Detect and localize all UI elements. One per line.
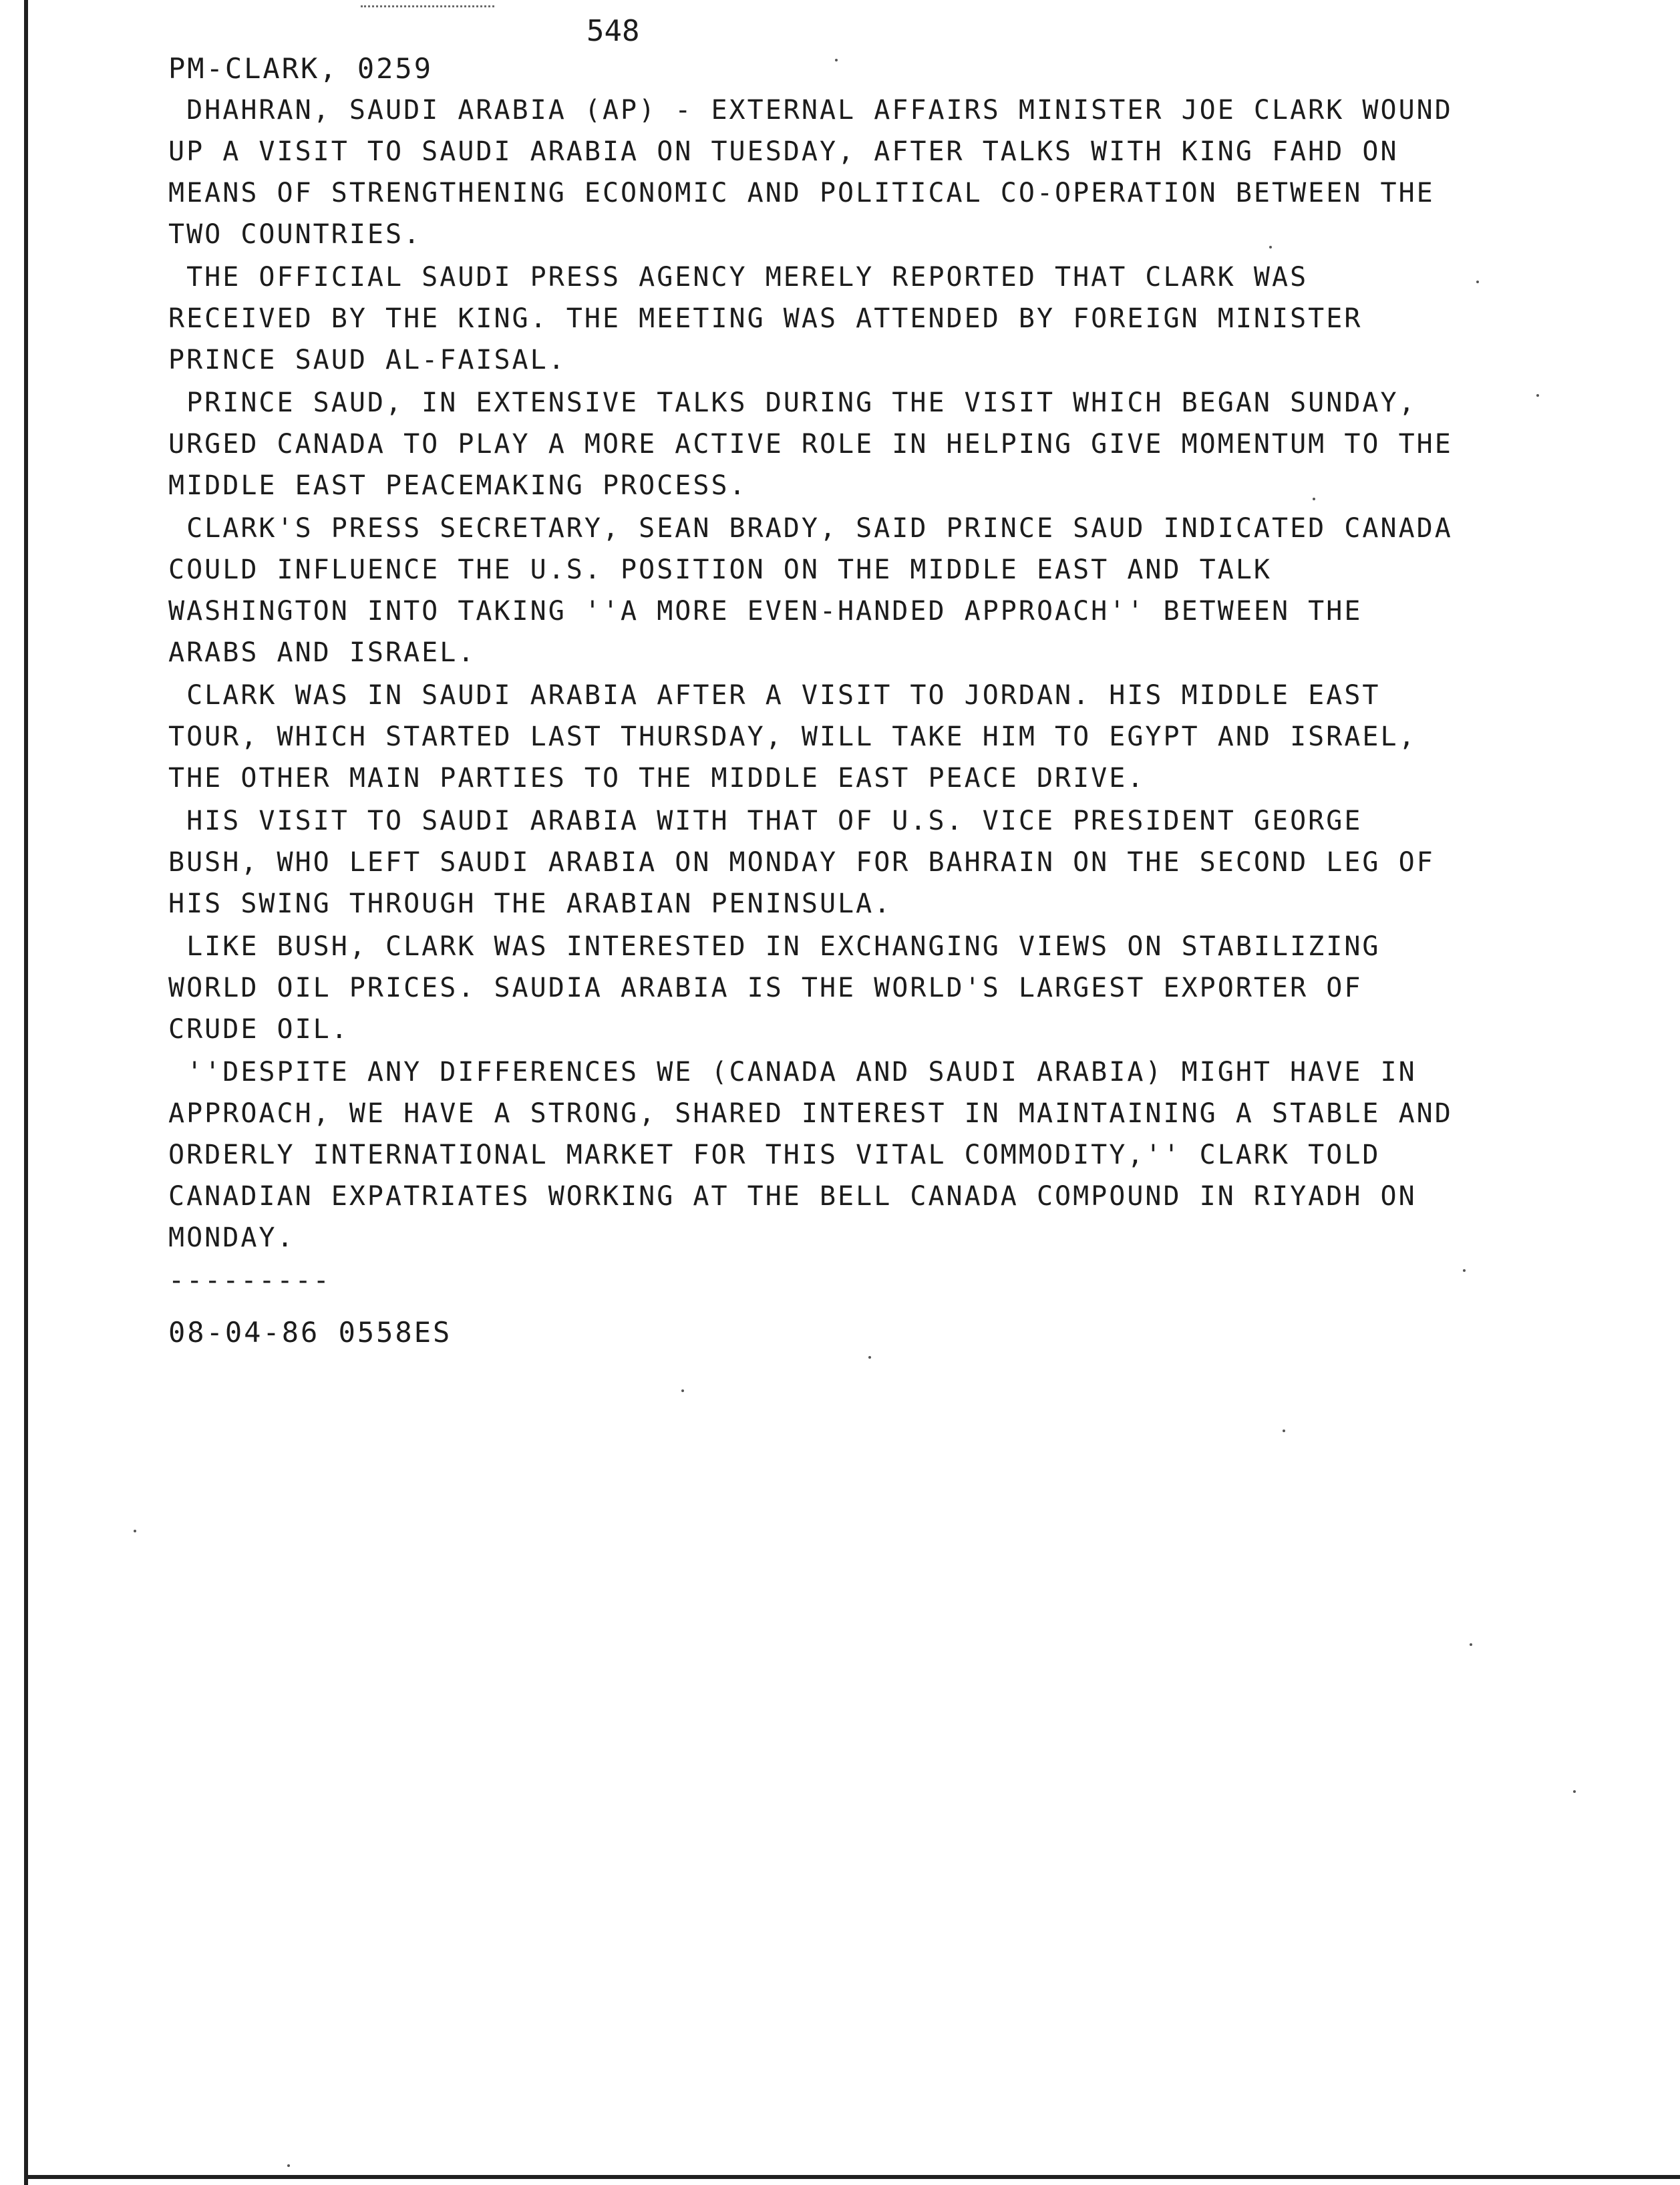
page-left-border	[24, 0, 28, 2185]
scan-speck	[1573, 1790, 1576, 1793]
text-line: UP A VISIT TO SAUDI ARABIA ON TUESDAY, AFTER TALKS WITH KING FAHD ON	[168, 136, 1399, 167]
scan-speck	[287, 2164, 290, 2167]
text-line: THE OFFICIAL SAUDI PRESS AGENCY MERELY REPORTED THAT CLARK WAS	[168, 262, 1309, 293]
text-line: PRINCE SAUD, IN EXTENSIVE TALKS DURING THE VISIT WHICH BEGAN SUNDAY,	[168, 387, 1417, 418]
text-line: ''DESPITE ANY DIFFERENCES WE (CANADA AND SAUDI ARABIA) MIGHT HAVE IN	[168, 1057, 1417, 1087]
text-line: CLARK WAS IN SAUDI ARABIA AFTER A VISIT TO JORDAN. HIS MIDDLE EAST	[168, 680, 1381, 711]
text-line: HIS SWING THROUGH THE ARABIAN PENINSULA.	[168, 888, 892, 919]
paragraph	[168, 508, 1584, 673]
paragraph	[168, 800, 1584, 925]
text-line: TWO COUNTRIES.	[168, 219, 422, 250]
text-line: DHAHRAN, SAUDI ARABIA (AP) - EXTERNAL AFFAIRS MINISTER JOE CLARK WOUND	[168, 95, 1453, 126]
scan-speck	[134, 1530, 136, 1532]
scan-speck	[1463, 1269, 1466, 1272]
paragraph	[168, 90, 1584, 255]
text-line: BUSH, WHO LEFT SAUDI ARABIA ON MONDAY FOR BAHRAIN ON THE SECOND LEG OF	[168, 847, 1435, 878]
dispatch-timestamp: 08-04-86 0558ES	[168, 1316, 452, 1349]
wire-story	[168, 48, 1584, 1355]
scan-speck	[1313, 498, 1315, 500]
scan-speck	[1269, 246, 1272, 248]
scan-speck	[1470, 1643, 1472, 1646]
text-line: LIKE BUSH, CLARK WAS INTERESTED IN EXCHANGING VIEWS ON STABILIZING	[168, 931, 1381, 962]
text-line: WORLD OIL PRICES. SAUDIA ARABIA IS THE WORLD'S LARGEST EXPORTER OF	[168, 973, 1363, 1003]
text-line: WASHINGTON INTO TAKING ''A MORE EVEN-HANDED APPROACH'' BETWEEN THE	[168, 596, 1363, 627]
text-line: ARABS AND ISRAEL.	[168, 637, 476, 668]
story-slug: PM-CLARK, 0259	[168, 52, 434, 85]
text-line: MEANS OF STRENGTHENING ECONOMIC AND POLITICAL CO-OPERATION BETWEEN THE	[168, 178, 1435, 208]
text-line: RECEIVED BY THE KING. THE MEETING WAS ATTENDED BY FOREIGN MINISTER	[168, 303, 1363, 334]
scan-speck	[835, 59, 838, 61]
scan-speck	[1536, 394, 1539, 397]
text-line: ORDERLY INTERNATIONAL MARKET FOR THIS VITAL COMMODITY,'' CLARK TOLD	[168, 1140, 1381, 1170]
text-line: THE OTHER MAIN PARTIES TO THE MIDDLE EAST PEACE DRIVE.	[168, 763, 1146, 794]
paragraph	[168, 257, 1584, 381]
paragraph	[168, 675, 1584, 799]
paragraph	[168, 1051, 1584, 1258]
end-separator: ---------	[168, 1265, 331, 1296]
paragraph	[168, 382, 1584, 506]
text-line: CANADIAN EXPATRIATES WORKING AT THE BELL CANADA COMPOUND IN RIYADH ON	[168, 1181, 1417, 1212]
text-line: TOUR, WHICH STARTED LAST THURSDAY, WILL TAKE HIM TO EGYPT AND ISRAEL,	[168, 721, 1417, 752]
scan-speck	[1283, 1430, 1285, 1432]
page-number: 548	[586, 14, 640, 48]
text-line: CLARK'S PRESS SECRETARY, SEAN BRADY, SAID PRINCE SAUD INDICATED CANADA	[168, 513, 1453, 544]
text-line: MIDDLE EAST PEACEMAKING PROCESS.	[168, 470, 747, 501]
text-line: URGED CANADA TO PLAY A MORE ACTIVE ROLE IN HELPING GIVE MOMENTUM TO THE	[168, 429, 1453, 460]
text-line: PRINCE SAUD AL-FAISAL.	[168, 345, 566, 375]
paragraph	[168, 926, 1584, 1050]
scan-speck	[1476, 281, 1479, 283]
top-dotted-rule	[361, 5, 494, 7]
text-line: MONDAY.	[168, 1222, 295, 1253]
text-line: CRUDE OIL.	[168, 1014, 349, 1045]
page-bottom-border	[24, 2175, 1680, 2179]
text-line: APPROACH, WE HAVE A STRONG, SHARED INTEREST IN MAINTAINING A STABLE AND	[168, 1098, 1453, 1129]
scan-speck	[868, 1356, 871, 1359]
text-line: COULD INFLUENCE THE U.S. POSITION ON THE MIDDLE EAST AND TALK	[168, 554, 1273, 585]
text-line: HIS VISIT TO SAUDI ARABIA WITH THAT OF U.S. VICE PRESIDENT GEORGE	[168, 806, 1363, 836]
scan-speck	[681, 1389, 684, 1392]
